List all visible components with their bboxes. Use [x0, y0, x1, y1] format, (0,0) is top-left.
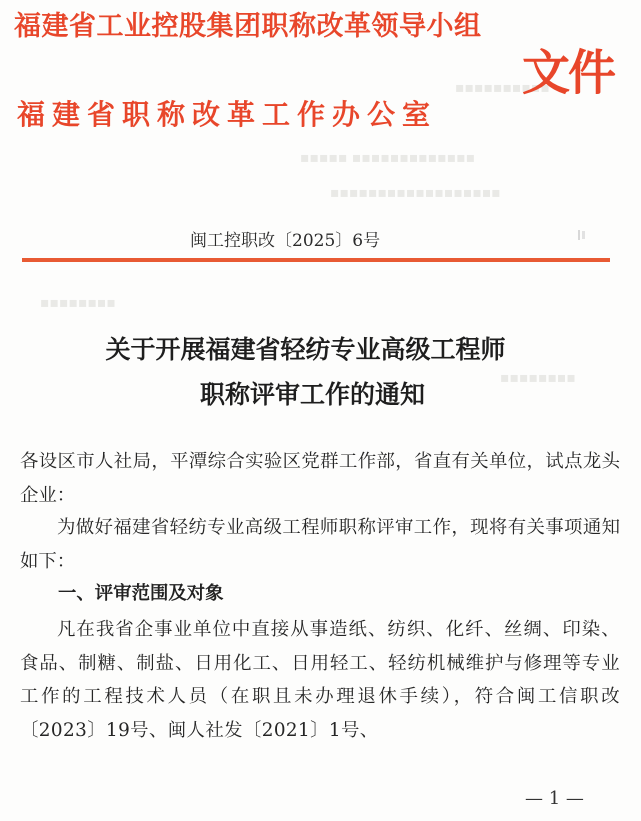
section-heading: 一、评审范围及对象: [58, 583, 224, 604]
document-title-line-1: 关于开展福建省轻纺专业高级工程师: [105, 335, 506, 364]
intro-paragraph: 为做好福建省轻纺专业高级工程师职称评审工作，现将有关事项通知如下：: [20, 517, 620, 572]
bleed-through-text: ▪▪▪▪▪ ▪▪▪▪▪▪▪▪▪▪▪▪▪: [300, 150, 476, 166]
document-title-line-2: 职称评审工作的通知: [199, 380, 425, 409]
header-divider-rule: [22, 258, 610, 262]
addressee-paragraph: 各设区市人社局，平潭综合实验区党群工作部，省直有关单位，试点龙头企业：: [20, 451, 620, 506]
issuer-line-1: 福建省工业控股集团职称改革领导小组: [14, 11, 482, 42]
bleed-through-text: ▪▪▪▪▪▪▪▪: [500, 370, 576, 386]
bleed-through-text: ▪▪▪▪▪▪▪▪▪▪: [455, 80, 550, 96]
bleed-through-text: ▪▪▪▪▪▪▪▪▪▪▪▪▪▪▪▪▪▪: [330, 185, 501, 201]
document-type-label: 文件: [522, 45, 615, 101]
scan-speck: [577, 228, 587, 242]
document-number: 闽工控职改〔2025〕6号: [190, 231, 381, 251]
bleed-through-text: ▪▪▪▪▪▪▪▪: [40, 295, 116, 311]
page-number: — 1 —: [525, 788, 584, 809]
section-body-paragraph: 凡在我省企事业单位中直接从事造纸、纺织、化纤、丝绸、印染、食品、制糖、制盐、日用化工、日用轻工、轻纺机械维护与修理等专业工作的工程技术人员（在职且未办理退休手续），符合闽工信职改〔2023〕19号、闽人社发〔2021〕1号、: [20, 619, 620, 741]
issuer-line-2: 福建省职称改革工作办公室: [17, 98, 438, 131]
